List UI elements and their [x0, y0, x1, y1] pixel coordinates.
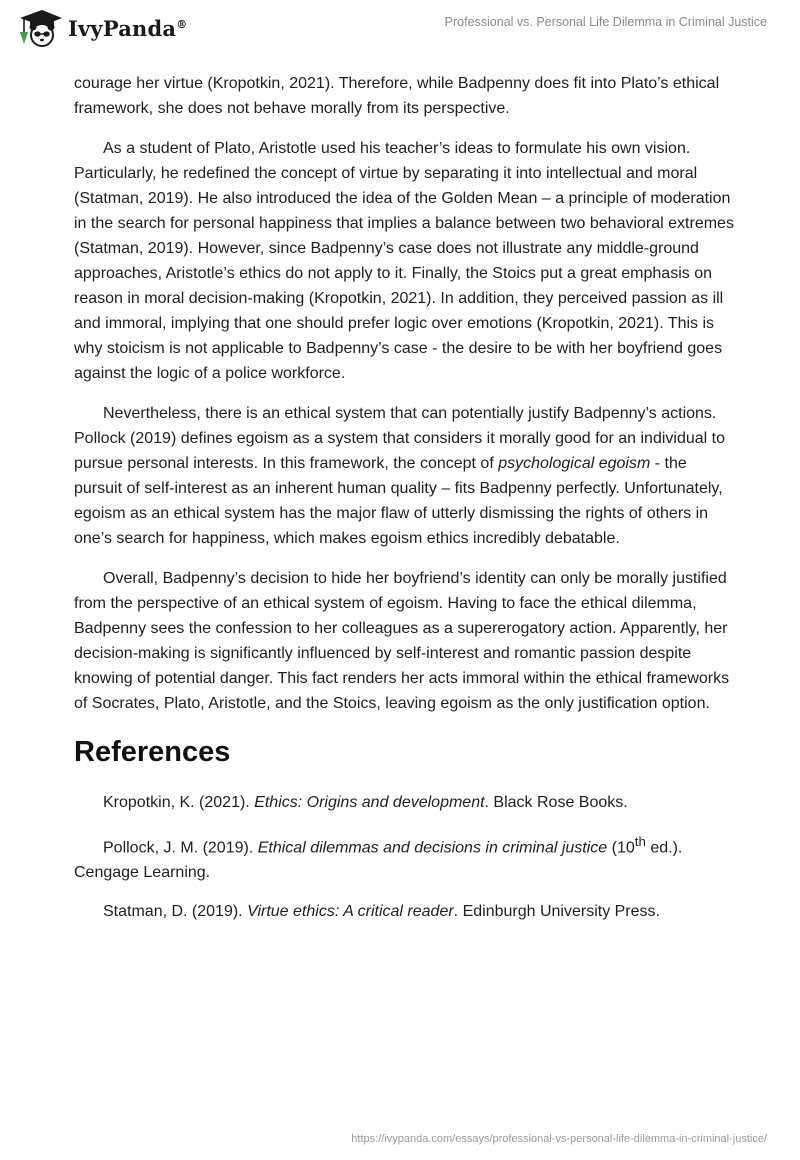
brand-name: IvyPanda® — [68, 15, 188, 41]
reference-item: Statman, D. (2019). Virtue ethics: A critical reader. Edinburgh University Press. — [103, 903, 660, 921]
page-header — [0, 0, 800, 60]
italic-term: psychological egoism — [498, 455, 651, 472]
reference-item: Pollock, J. M. (2019). Ethical dilemmas and decisions in criminal justice (10th ed.). Cengage Learning. — [74, 834, 683, 882]
reference-item: Kropotkin, K. (2021). Ethics: Origins and development. Black Rose Books. — [103, 794, 628, 811]
source-url-link[interactable]: https://ivypanda.com/essays/professional-vs-personal-life-dilemma-in-criminal-justice/ — [351, 1133, 767, 1145]
document-title: Professional vs. Personal Life Dilemma in Criminal Justice — [444, 15, 767, 29]
brand-logo[interactable] — [14, 8, 187, 48]
paragraph-egoism: Nevertheless, there is an ethical system that can potentially justify Badpenny’s actions. Pollock (2019) defines egoism as a system that considers it morally good for an individual to pursue personal interests. In this framework, the concept of psychological egoism - the pursuit of self-interest as an inherent human quality – fits Badpenny perfectly. Unfortunately, egoism as an ethical system has the major flaw of utterly dismissing the rights of others in one’s search for happiness, which makes egoism ethics incredibly debatable. — [74, 405, 725, 547]
panda-graduate-icon — [14, 8, 62, 48]
paragraph-aristotle-stoics: As a student of Plato, Aristotle used his teacher’s ideas to formulate his own vision. Particularly, he redefined the concept of virtue by separating it into intellectual and moral (Statman, 2019). He also introduced the idea of the Golden Mean – a principle of moderation in the search for personal happiness that implies a balance between two behavioral extremes (Statman, 2019). However, since Badpenny’s case does not illustrate any middle-ground approaches, Aristotle’s ethics do not apply to it. Finally, the Stoics put a great emphasis on reason in moral decision-making (Kropotkin, 2021). In addition, they perceived passion as ill and immoral, implying that one should prefer logic over emotions (Kropotkin, 2021). This is why stoicism is not applicable to Badpenny’s case - the desire to be with her boyfriend goes against the logic of a police workforce. — [74, 140, 734, 382]
paragraph-continuation: courage her virtue (Kropotkin, 2021). Therefore, while Badpenny does fit into Plato’s ethical framework, she does not behave morally from its perspective. — [74, 75, 720, 117]
essay-content — [74, 71, 734, 938]
paragraph-conclusion: Overall, Badpenny’s decision to hide her boyfriend’s identity can only be morally justified from the perspective of an ethical system of egoism. Having to face the ethical dilemma, Badpenny sees the confession to her colleagues as a supererogatory action. Apparently, her decision-making is significantly influenced by self-interest and romantic passion despite knowing of potential danger. This fact renders her acts immoral within the ethical frameworks of Socrates, Plato, Aristotle, and the Stoics, leaving egoism as the only justification option. — [74, 570, 730, 712]
references-heading: References — [74, 736, 231, 768]
